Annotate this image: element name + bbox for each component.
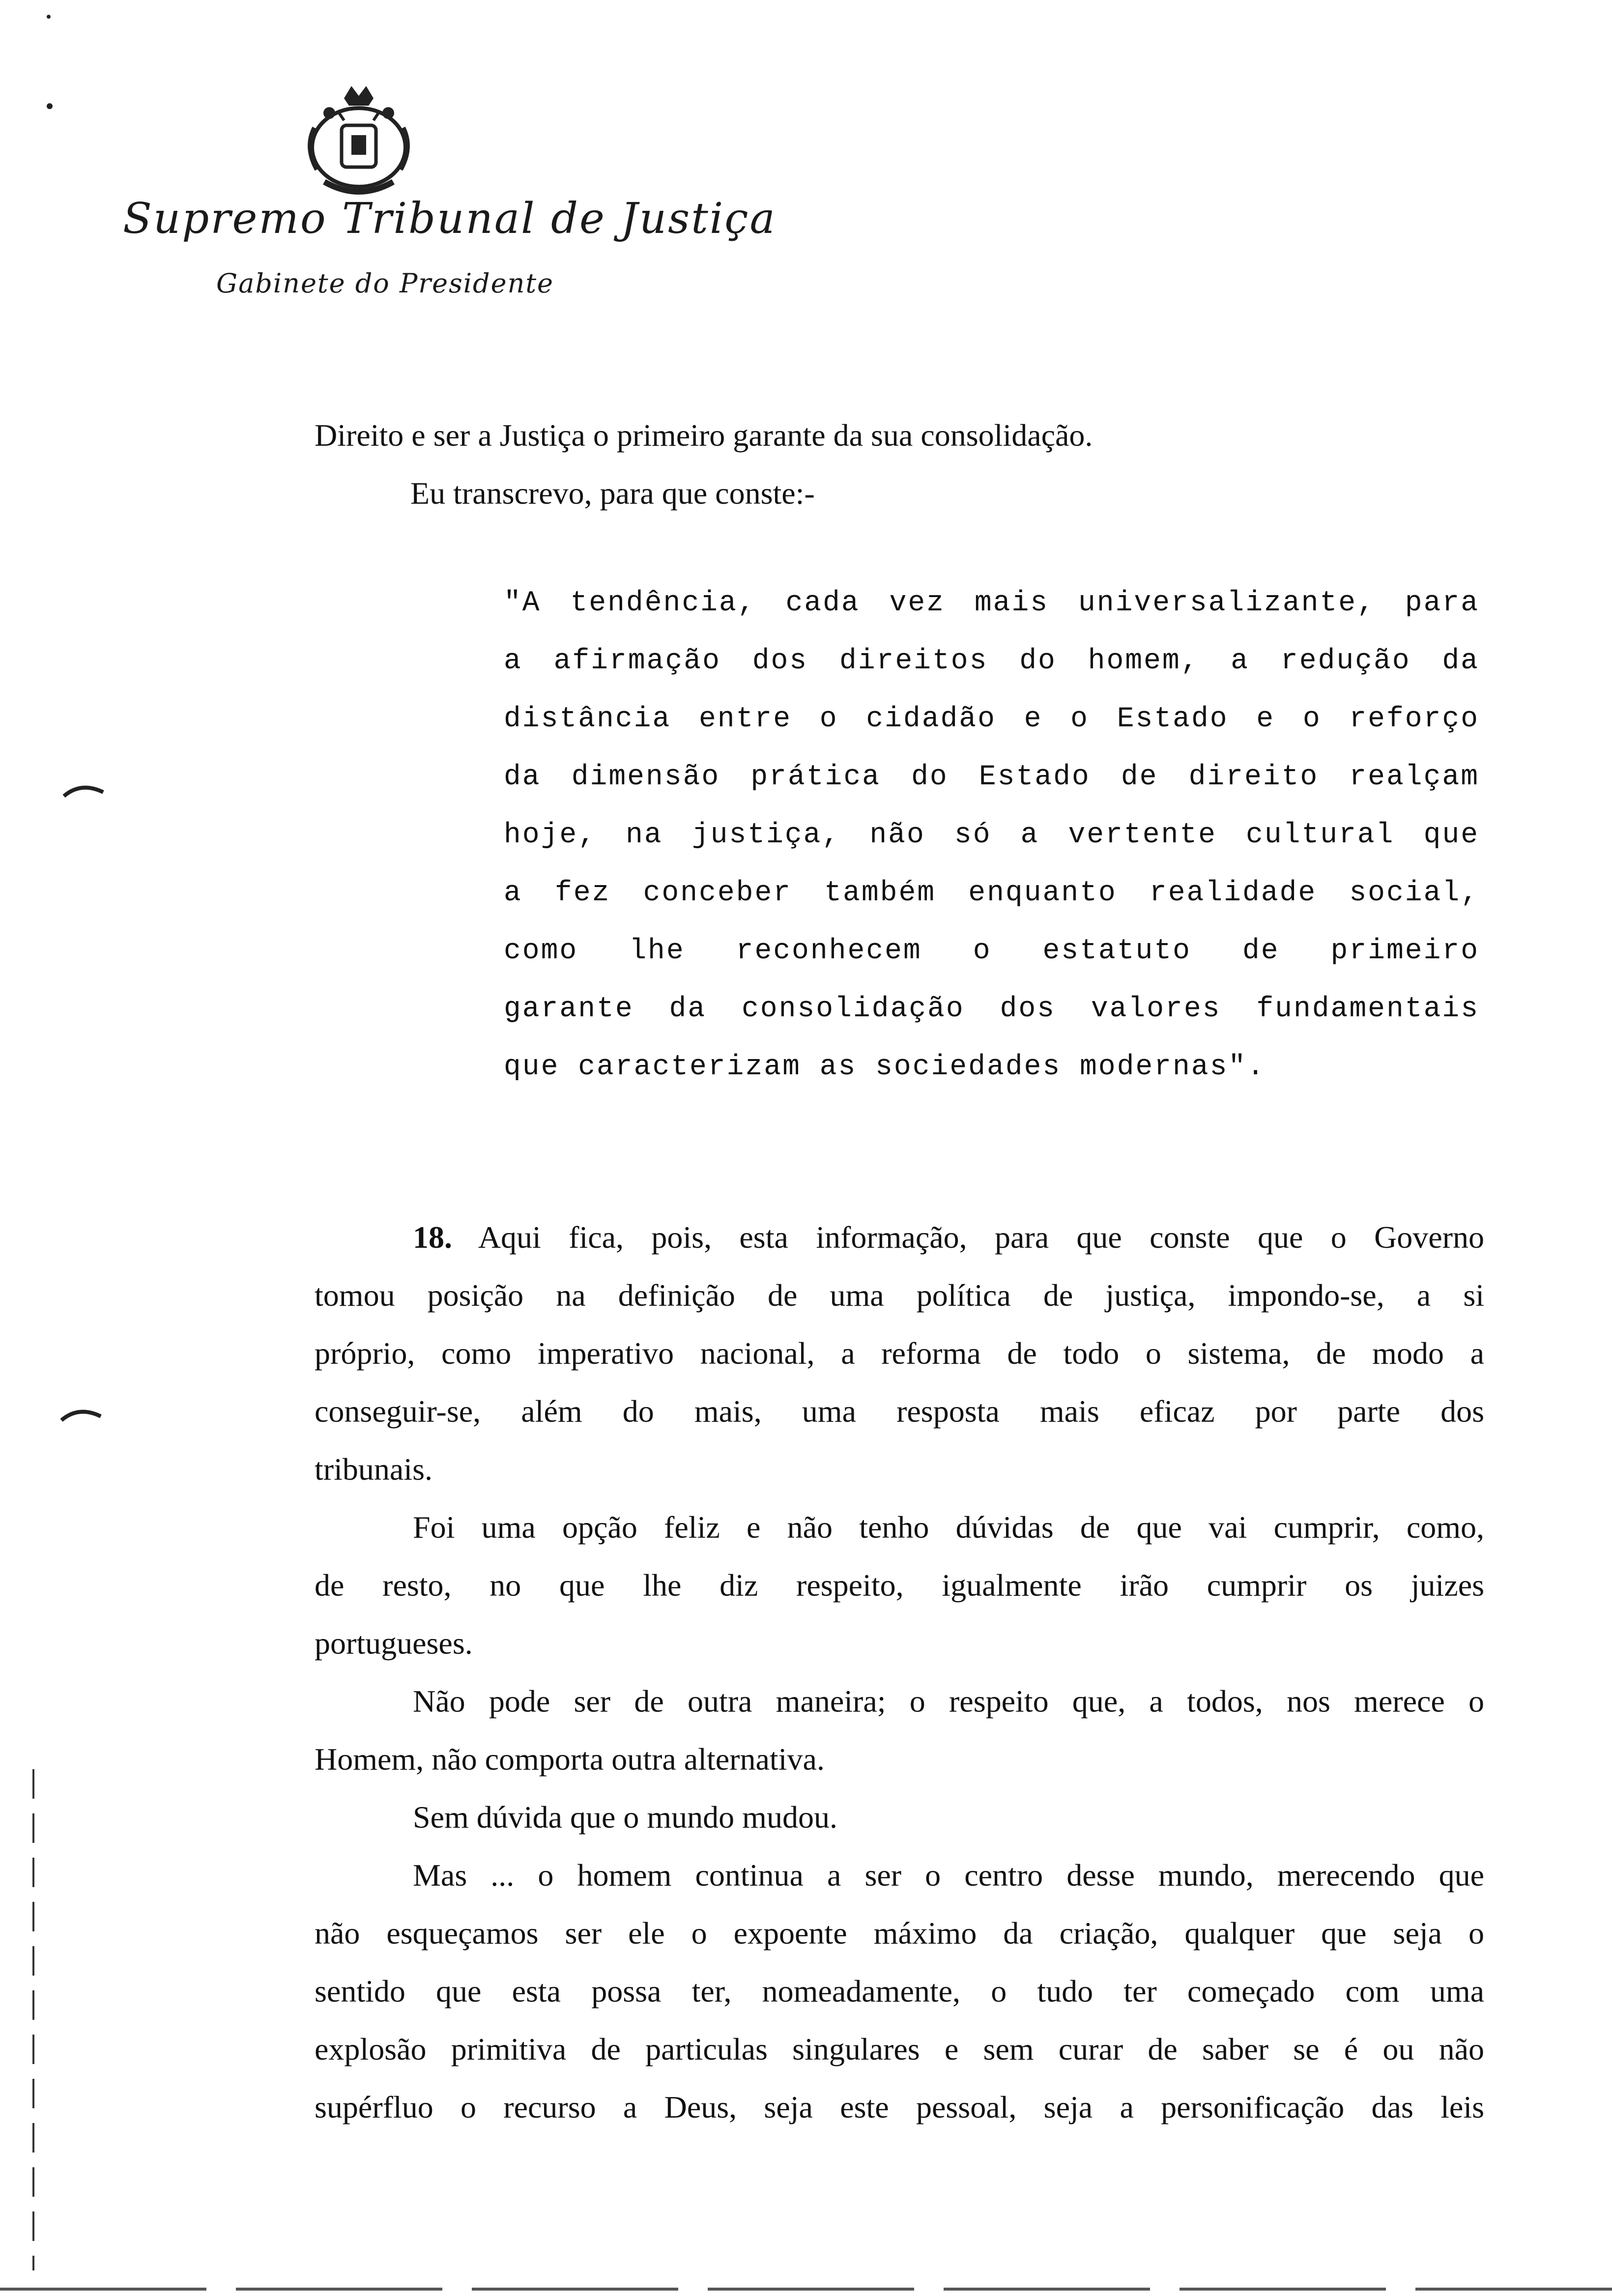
scan-speck xyxy=(47,15,51,19)
punch-hole-mark xyxy=(59,1406,103,1425)
para-man-line: Mas ... o homem continua a ser o centro desse mundo, merecendo que xyxy=(413,1858,1484,1893)
para-18-line: tomou posição na definição de uma política de justiça, impondo-se, a si xyxy=(315,1278,1484,1313)
para-world-line: Sem dúvida que o mundo mudou. xyxy=(413,1800,837,1835)
margin-line xyxy=(32,1769,34,2270)
quote-line: hoje, na justiça, não só a vertente cultural que xyxy=(504,819,1479,851)
para-respect-line: Homem, não comporta outra alternativa. xyxy=(315,1742,825,1777)
para-option-line: Foi uma opção feliz e não tenho dúvidas de que vai cumprir, como, xyxy=(413,1510,1484,1545)
quote-line: da dimensão prática do Estado de direito realçam xyxy=(504,761,1479,793)
para-18-line: tribunais. xyxy=(315,1452,432,1487)
para-man-line: não esqueçamos ser ele o expoente máximo da criação, qualquer que seja o xyxy=(315,1916,1484,1951)
scan-speck xyxy=(47,103,53,109)
punch-hole-mark xyxy=(61,781,106,801)
para-man-line: explosão primitiva de particulas singulares e sem curar de saber se é ou não xyxy=(315,2032,1484,2066)
para-18-line: conseguir-se, além do mais, uma resposta mais eficaz por parte dos xyxy=(315,1394,1484,1429)
office-name: Gabinete do Presidente xyxy=(216,268,554,299)
para-18-line: 18. Aqui fica, pois, esta informação, para que conste que o Governo xyxy=(413,1220,1485,1255)
paragraph-number: 18. xyxy=(413,1220,452,1255)
para-18-line: próprio, como imperativo nacional, a reforma de todo o sistema, de modo a xyxy=(315,1336,1484,1371)
quote-line: como lhe reconhecem o estatuto de primeiro xyxy=(504,935,1479,967)
quote-line: a afirmação dos direitos do homem, a redução da xyxy=(504,645,1479,677)
para-option-line: portugueses. xyxy=(315,1626,473,1661)
quote-line: distância entre o cidadão e o Estado e o reforço xyxy=(504,703,1479,735)
court-name: Supremo Tribunal de Justiça xyxy=(123,194,777,243)
transcribe-line: Eu transcrevo, para que conste:- xyxy=(410,476,815,511)
para-man-line: sentido que esta possa ter, nomeadamente, o tudo ter começado com uma xyxy=(315,1974,1484,2009)
para-respect-line: Não pode ser de outra maneira; o respeito que, a todos, nos merece o xyxy=(413,1684,1484,1719)
quote-line: a fez conceber também enquanto realidade social, xyxy=(504,877,1479,909)
coat-of-arms-icon xyxy=(295,84,423,201)
quote-line: garante da consolidação dos valores fundamentais xyxy=(504,993,1479,1025)
para-option-line: de resto, no que lhe diz respeito, igualmente irão cumprir os juizes xyxy=(315,1568,1484,1603)
bottom-edge-line xyxy=(0,2288,1612,2291)
intro-line: Direito e ser a Justiça o primeiro garante da sua consolidação. xyxy=(315,418,1093,453)
quote-line: que caracterizam as sociedades modernas". xyxy=(504,1051,1266,1083)
quote-line: "A tendência, cada vez mais universalizante, para xyxy=(504,587,1479,619)
para-man-line: supérfluo o recurso a Deus, seja este pessoal, seja a personificação das leis xyxy=(315,2090,1484,2124)
